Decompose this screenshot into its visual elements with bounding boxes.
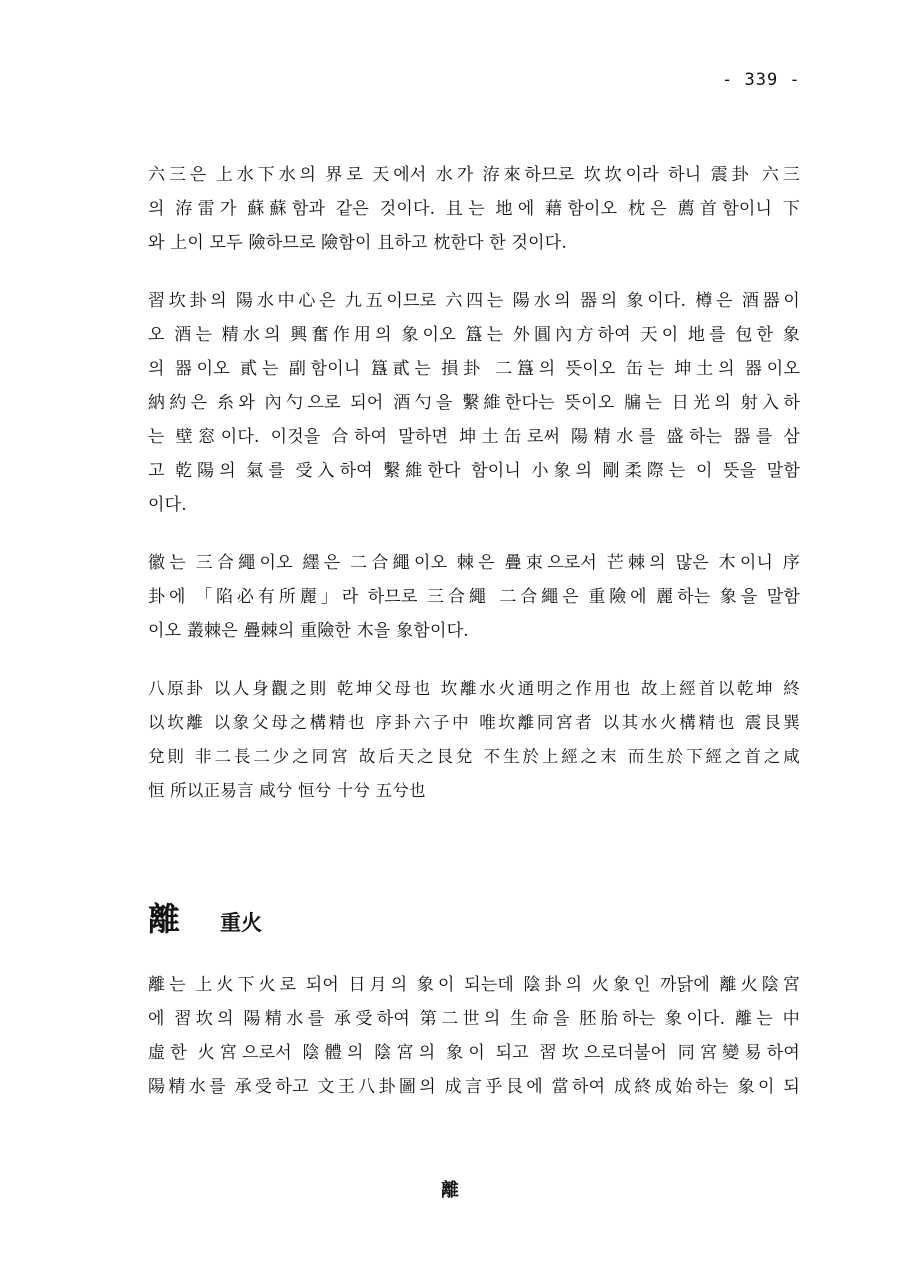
section-heading: [148, 894, 262, 940]
text-line: 陽精水를 承受하고 文王八卦圖의 成言乎艮에 當하여 成終成始하는 象이 되: [148, 1077, 800, 1097]
text-line: 오 酒는 精水의 興奮作用의 象이오 簋는 外圓內方하여 天이 地를 包한 象: [148, 325, 800, 345]
paragraph-2: [148, 284, 800, 522]
text-line: 虛한 火宮으로서 陰體의 陰宮의 象이 되고 習坎으로더불어 同宮變易하여: [148, 1043, 800, 1063]
paragraph-5: [148, 968, 800, 1104]
text-line: 以坎離 以象父母之構精也 序卦六子中 唯坎離同宮者 以其水火構精也 震艮巽: [148, 713, 800, 732]
text-line: 의 器이오 貳는 副함이니 簋貳는 損卦 二簋의 뜻이오 缶는 坤土의 器이오: [148, 359, 800, 379]
text-line: 이다.: [148, 495, 187, 515]
page-number: - 339 -: [722, 70, 801, 90]
section-text: [148, 968, 800, 1128]
page-footer: 離: [441, 1180, 459, 1201]
section-subtitle: 重火: [220, 910, 263, 935]
text-line: 習坎卦의 陽水中心은 九五이므로 六四는 陽水의 器의 象이다. 樽은 酒器이: [148, 291, 800, 311]
section-title: 離: [148, 900, 181, 938]
text-line: 八原卦 以人身觀之則 乾坤父母也 坎離水火通明之作用也 故上經首以乾坤 終: [148, 679, 800, 698]
text-line: 이오 叢棘은 疊棘의 重險한 木을 象함이다.: [148, 621, 469, 641]
text-line: 의 洊雷가 蘇蘇함과 같은 것이다. 且는 地에 藉함이오 枕은 薦首함이니 下: [148, 199, 800, 219]
text-line: 恒 所以正易言 咸兮 恒兮 十兮 五兮也: [148, 781, 426, 800]
paragraph-4-hanmun: [148, 672, 800, 808]
text-line: 에 習坎의 陽精水를 承受하여 第二世의 生命을 胚胎하는 象이다. 離는 中: [148, 1009, 800, 1029]
text-line: 卦에 「陷必有所麗」라 하므로 三合繩 二合繩은 重險에 麗하는 象을 말함: [148, 587, 800, 607]
text-line: 離는 上火下火로 되어 日月의 象이 되는데 陰卦의 火象인 까닭에 離火陰宮: [148, 975, 800, 995]
text-line: 兌則 非二長二少之同宮 故后天之艮兌 不生於上經之末 而生於下經之首之咸: [148, 747, 800, 766]
text-line: 는 壁窓이다. 이것을 合하여 말하면 坤土缶로써 陽精水를 盛하는 器를 삼: [148, 427, 800, 447]
text-line: 納約은 糸와 內勺으로 되어 酒勺을 繫維한다는 뜻이오 牖는 日光의 射入하: [148, 393, 800, 413]
paragraph-1: [148, 158, 800, 260]
paragraph-3: [148, 546, 800, 648]
text-line: 와 上이 모두 險하므로 險함이 且하고 枕한다 한 것이다.: [148, 233, 568, 253]
text-line: 徽는 三合繩이오 纆은 二合繩이오 棘은 疊束으로서 芒棘의 많은 木이니 序: [148, 553, 800, 573]
text-line: 고 乾陽의 氣를 受入하여 繫維한다 함이니 小象의 剛柔際는 이 뜻을 말함: [148, 461, 800, 481]
text-line: 六三은 上水下水의 界로 天에서 水가 洊來하므로 坎坎이라 하니 震卦 六三: [148, 165, 800, 185]
main-text: [148, 158, 800, 832]
